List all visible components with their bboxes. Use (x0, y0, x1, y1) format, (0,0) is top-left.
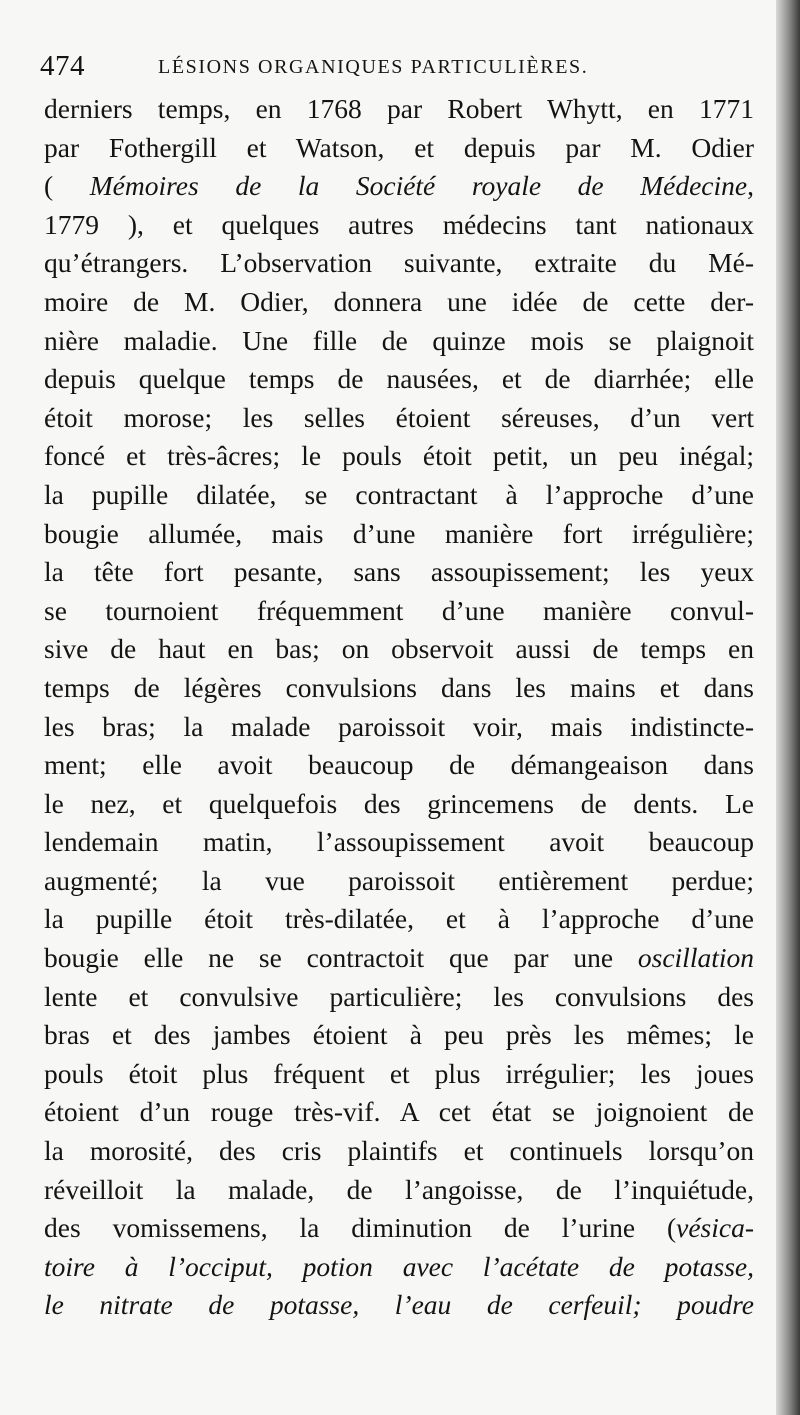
text-line: sive de haut en bas; on observoit aussi de temps en (44, 633, 754, 665)
text-line: foncé et très-âcres; le pouls étoit petit, un peu inégal; (44, 440, 754, 472)
text-line: réveilloit la malade, de l’angoisse, de l’inquiétude, (44, 1173, 754, 1205)
treatment-text: le nitrate de potasse, l’eau de cerfeuil; poudre (44, 1289, 754, 1321)
treatment-text: vésica- (676, 1212, 754, 1244)
text-line: la morosité, des cris plaintifs et continuels lorsqu’on (44, 1135, 754, 1167)
text-line: la tête fort pesante, sans assoupissement; les yeux (44, 556, 754, 588)
text-line: nière maladie. Une fille de quinze mois se plaignoit (44, 324, 754, 356)
text-line: ( Mémoires de la Société royale de Médecine, (44, 170, 754, 202)
text-line: qu’étrangers. L’observation suivante, extraite du Mé- (44, 247, 754, 279)
text-line: le nez, et quelquefois des grincemens de dents. Le (44, 787, 754, 819)
text-line: pouls étoit plus fréquent et plus irrégulier; les joues (44, 1057, 754, 1089)
page-edge-shadow (776, 0, 800, 1415)
running-title: LÉSIONS ORGANIQUES PARTICULIÈRES. (158, 56, 589, 78)
treatment-text: toire à l’occiput, potion avec l’acétate de potasse, (44, 1250, 754, 1282)
text-line: ment; elle avoit beaucoup de démangeaison dans (44, 749, 754, 781)
text-line: étoient d’un rouge très-vif. A cet état se joignoient de (44, 1096, 754, 1128)
body-text (44, 90, 754, 1325)
text-line: se tournoient fréquemment d’une manière convul- (44, 594, 754, 626)
text-line: augmenté; la vue paroissoit entièrement perdue; (44, 864, 754, 896)
text-line: la pupille dilatée, se contractant à l’approche d’une (44, 478, 754, 510)
text-line: bougie elle ne se contractoit que par une oscillation (44, 942, 754, 974)
text-line: la pupille étoit très-dilatée, et à l’approche d’une (44, 903, 754, 935)
text-line: lendemain matin, l’assoupissement avoit beaucoup (44, 826, 754, 858)
text-line: bras et des jambes étoient à peu près les mêmes; le (44, 1019, 754, 1051)
text-line: depuis quelque temps de nausées, et de diarrhée; elle (44, 363, 754, 395)
text-line: derniers temps, en 1768 par Robert Whytt, en 1771 (44, 93, 754, 124)
text-line (44, 1248, 754, 1287)
text-line: temps de légères convulsions dans les mains et dans (44, 671, 754, 703)
text-line: les bras; la malade paroissoit voir, mais indistincte- (44, 710, 754, 742)
italic-term: oscillation (637, 942, 754, 974)
text-line: des vomissemens, la diminution de l’urine (vésica- (44, 1212, 754, 1244)
page-number: 474 (40, 50, 85, 82)
text-line: par Fothergill et Watson, et depuis par M. Odier (44, 131, 754, 163)
text-line: lente et convulsive particulière; les convulsions des (44, 980, 754, 1012)
page-header (40, 48, 760, 88)
text-line: bougie allumée, mais d’une manière fort irrégulière; (44, 517, 754, 549)
text-line (44, 1286, 754, 1325)
text-line: 1779 ), et quelques autres médecins tant nationaux (44, 208, 754, 240)
text-line: moire de M. Odier, donnera une idée de cette der- (44, 285, 754, 317)
text-line: étoit morose; les selles étoient séreuses, d’un vert (44, 401, 754, 433)
citation-title: Mémoires de la Société royale de Médecine (89, 170, 748, 202)
